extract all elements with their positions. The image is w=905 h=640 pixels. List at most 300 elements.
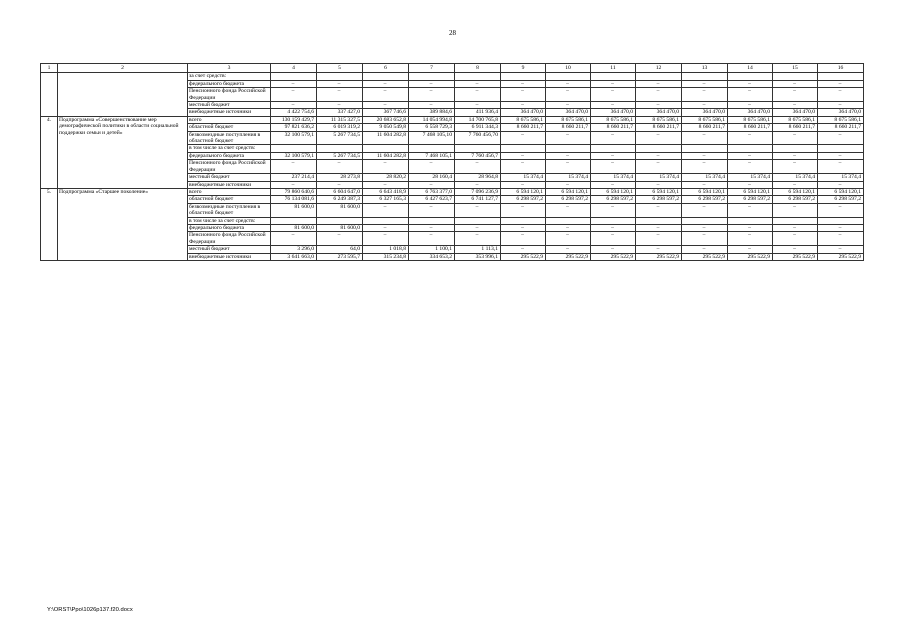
amount-cell: – xyxy=(773,160,818,174)
amount-cell: – xyxy=(317,160,363,174)
amount-cell: 1 113,1 xyxy=(455,246,501,253)
amount-cell: 130 159 429,7 xyxy=(271,116,317,123)
amount-cell: – xyxy=(546,203,591,217)
amount-cell: 8 660 211,7 xyxy=(773,124,818,131)
amount-cell: – xyxy=(636,181,682,188)
amount-cell: – xyxy=(501,152,546,159)
amount-cell: 20 683 652,8 xyxy=(363,116,409,123)
amount-cell: 15 374,4 xyxy=(773,174,818,181)
amount-cell xyxy=(271,145,317,152)
amount-cell: 295 522,9 xyxy=(682,253,728,260)
amount-cell xyxy=(636,73,682,80)
amount-cell: – xyxy=(773,224,818,231)
amount-cell: 364 470,0 xyxy=(773,109,818,116)
amount-cell: 6 594 120,1 xyxy=(636,188,682,195)
amount-cell: 64,0 xyxy=(317,246,363,253)
amount-cell: 81 600,0 xyxy=(317,224,363,231)
amount-cell: – xyxy=(818,246,864,253)
amount-cell: 8 675 586,1 xyxy=(682,116,728,123)
funding-source-label: местный бюджет xyxy=(188,174,271,181)
amount-cell: – xyxy=(501,160,546,174)
amount-cell xyxy=(271,217,317,224)
funding-source-label: областной бюджет xyxy=(188,124,271,131)
amount-cell: – xyxy=(546,102,591,109)
amount-cell: – xyxy=(271,181,317,188)
amount-cell: – xyxy=(636,203,682,217)
table-row xyxy=(41,116,864,123)
amount-cell: 4 422 754,6 xyxy=(271,109,317,116)
amount-cell: – xyxy=(728,181,773,188)
amount-cell: 353 996,1 xyxy=(455,253,501,260)
amount-cell: 367 746,6 xyxy=(363,109,409,116)
amount-cell: 1 018,8 xyxy=(363,246,409,253)
amount-cell xyxy=(546,145,591,152)
funding-source-label: Пенсионного фонда Российской Федерации xyxy=(188,232,271,246)
funding-source-label: внебюджетные источники xyxy=(188,109,271,116)
amount-cell xyxy=(501,217,546,224)
amount-cell: 8 660 211,7 xyxy=(591,124,636,131)
amount-cell: – xyxy=(546,224,591,231)
subprogram-name: Подпрограмма «Старшее поколение» xyxy=(58,188,188,260)
amount-cell: 32 100 579,1 xyxy=(271,152,317,159)
amount-cell: 6 643 418,9 xyxy=(363,188,409,195)
amount-cell: 8 660 211,7 xyxy=(636,124,682,131)
amount-cell: 97 821 636,2 xyxy=(271,124,317,131)
funding-source-label: Пенсионного фонда Российской Федерации xyxy=(188,160,271,174)
amount-cell xyxy=(317,73,363,80)
amount-cell xyxy=(409,73,455,80)
column-header: 9 xyxy=(501,64,546,73)
table-row xyxy=(41,188,864,195)
amount-cell: 14 054 994,8 xyxy=(409,116,455,123)
amount-cell: 6 594 120,1 xyxy=(546,188,591,195)
amount-cell: – xyxy=(363,88,409,102)
amount-cell: 28 160,4 xyxy=(409,174,455,181)
amount-cell: 8 675 586,1 xyxy=(818,116,864,123)
amount-cell: 32 100 579,1 xyxy=(271,131,317,145)
amount-cell: – xyxy=(501,88,546,102)
amount-cell: – xyxy=(501,246,546,253)
amount-cell: 8 660 211,7 xyxy=(728,124,773,131)
amount-cell: – xyxy=(591,203,636,217)
amount-cell: 28 964,8 xyxy=(455,174,501,181)
funding-source-label: всего xyxy=(188,188,271,195)
funding-source-label: безвозмездные поступления в областной бюджет xyxy=(188,131,271,145)
amount-cell xyxy=(682,73,728,80)
subprogram-name: Подпрограмма «Совершенствование мер демографической политики в области социальной поддержки семьи и детей» xyxy=(58,116,188,188)
amount-cell: 28 820,2 xyxy=(363,174,409,181)
funding-source-label: Пенсионного фонда Российской Федерации xyxy=(188,88,271,102)
amount-cell: 364 470,0 xyxy=(501,109,546,116)
amount-cell: 6 427 623,7 xyxy=(409,196,455,203)
amount-cell: 6 298 597,2 xyxy=(501,196,546,203)
amount-cell: – xyxy=(636,102,682,109)
amount-cell: – xyxy=(546,232,591,246)
amount-cell: 364 470,0 xyxy=(636,109,682,116)
amount-cell: 15 374,4 xyxy=(501,174,546,181)
amount-cell: 295 522,9 xyxy=(773,253,818,260)
amount-cell: – xyxy=(501,181,546,188)
amount-cell: – xyxy=(455,88,501,102)
amount-cell: 6 298 597,2 xyxy=(818,196,864,203)
amount-cell xyxy=(546,217,591,224)
amount-cell: – xyxy=(455,181,501,188)
amount-cell: 364 470,0 xyxy=(591,109,636,116)
amount-cell: – xyxy=(682,80,728,87)
amount-cell: 6 594 120,1 xyxy=(728,188,773,195)
amount-cell: – xyxy=(773,203,818,217)
amount-cell: – xyxy=(455,160,501,174)
amount-cell: – xyxy=(455,224,501,231)
page-number: 28 xyxy=(449,29,456,37)
amount-cell: 295 522,9 xyxy=(728,253,773,260)
amount-cell xyxy=(773,73,818,80)
amount-cell: 295 522,9 xyxy=(818,253,864,260)
column-header: 4 xyxy=(271,64,317,73)
amount-cell: 28 273,8 xyxy=(317,174,363,181)
column-header: 2 xyxy=(58,64,188,73)
amount-cell: – xyxy=(773,232,818,246)
amount-cell: – xyxy=(363,203,409,217)
budget-table-wrapper xyxy=(40,63,863,261)
amount-cell: – xyxy=(682,203,728,217)
amount-cell: – xyxy=(728,131,773,145)
amount-cell: 7 760 456,7 xyxy=(455,152,501,159)
funding-source-label: федерального бюджета xyxy=(188,224,271,231)
amount-cell: – xyxy=(682,181,728,188)
amount-cell: 6 594 120,1 xyxy=(501,188,546,195)
amount-cell: 295 522,9 xyxy=(636,253,682,260)
amount-cell: 11 315 327,5 xyxy=(317,116,363,123)
amount-cell: 7 760 456,70 xyxy=(455,131,501,145)
amount-cell: – xyxy=(773,181,818,188)
funding-source-label: в том числе за счет средств: xyxy=(188,145,271,152)
amount-cell: – xyxy=(271,88,317,102)
amount-cell: 8 675 586,1 xyxy=(546,116,591,123)
amount-cell: 6 594 120,1 xyxy=(818,188,864,195)
column-header: 16 xyxy=(818,64,864,73)
column-header: 12 xyxy=(636,64,682,73)
amount-cell: – xyxy=(455,232,501,246)
amount-cell: 295 522,9 xyxy=(546,253,591,260)
funding-source-label: областной бюджет xyxy=(188,196,271,203)
amount-cell: 273 595,7 xyxy=(317,253,363,260)
amount-cell: – xyxy=(501,224,546,231)
amount-cell: – xyxy=(271,232,317,246)
amount-cell: – xyxy=(636,246,682,253)
amount-cell xyxy=(409,145,455,152)
amount-cell: – xyxy=(818,203,864,217)
amount-cell: – xyxy=(818,232,864,246)
amount-cell: – xyxy=(773,152,818,159)
amount-cell: – xyxy=(409,160,455,174)
column-header: 7 xyxy=(409,64,455,73)
amount-cell xyxy=(455,145,501,152)
amount-cell: – xyxy=(818,102,864,109)
funding-source-label: внебюджетные источники xyxy=(188,181,271,188)
funding-source-label: внебюджетные источники xyxy=(188,253,271,260)
amount-cell xyxy=(728,73,773,80)
amount-cell xyxy=(773,217,818,224)
amount-cell: – xyxy=(636,88,682,102)
amount-cell: – xyxy=(682,160,728,174)
amount-cell xyxy=(728,217,773,224)
amount-cell xyxy=(636,217,682,224)
amount-cell: – xyxy=(409,88,455,102)
amount-cell: – xyxy=(546,246,591,253)
amount-cell: 237 214,4 xyxy=(271,174,317,181)
amount-cell: 3 641 663,0 xyxy=(271,253,317,260)
amount-cell: – xyxy=(818,181,864,188)
amount-cell: 1 100,1 xyxy=(409,246,455,253)
amount-cell: 6 604 647,0 xyxy=(317,188,363,195)
funding-source-label: за счет средств: xyxy=(188,73,271,80)
amount-cell: 15 374,4 xyxy=(636,174,682,181)
amount-cell: – xyxy=(682,232,728,246)
column-header: 11 xyxy=(591,64,636,73)
funding-source-label: всего xyxy=(188,116,271,123)
amount-cell: – xyxy=(818,88,864,102)
amount-cell: – xyxy=(501,131,546,145)
column-header: 14 xyxy=(728,64,773,73)
amount-cell: 364 470,0 xyxy=(818,109,864,116)
amount-cell: – xyxy=(728,102,773,109)
amount-cell: – xyxy=(591,102,636,109)
amount-cell: 295 522,9 xyxy=(501,253,546,260)
amount-cell: 8 675 586,1 xyxy=(728,116,773,123)
amount-cell: – xyxy=(271,80,317,87)
amount-cell: – xyxy=(317,181,363,188)
amount-cell: – xyxy=(728,224,773,231)
budget-table xyxy=(40,63,864,261)
funding-source-label: местный бюджет xyxy=(188,246,271,253)
amount-cell: 337 427,0 xyxy=(317,109,363,116)
amount-cell: 8 660 211,7 xyxy=(682,124,728,131)
amount-cell: 81 600,0 xyxy=(271,203,317,217)
amount-cell xyxy=(682,145,728,152)
amount-cell xyxy=(636,145,682,152)
amount-cell: 8 660 211,7 xyxy=(546,124,591,131)
amount-cell: 6 594 120,1 xyxy=(773,188,818,195)
column-header: 6 xyxy=(363,64,409,73)
amount-cell xyxy=(591,217,636,224)
amount-cell: 8 675 586,1 xyxy=(591,116,636,123)
amount-cell: 8 675 586,1 xyxy=(773,116,818,123)
amount-cell: – xyxy=(501,203,546,217)
amount-cell: 364 470,0 xyxy=(728,109,773,116)
amount-cell: 6 327 165,3 xyxy=(363,196,409,203)
amount-cell: 6 019 319,2 xyxy=(317,124,363,131)
amount-cell: 14 700 765,8 xyxy=(455,116,501,123)
amount-cell xyxy=(363,73,409,80)
amount-cell: – xyxy=(773,80,818,87)
amount-cell: – xyxy=(317,232,363,246)
amount-cell: – xyxy=(501,232,546,246)
table-header-row xyxy=(41,64,864,73)
amount-cell: – xyxy=(591,152,636,159)
amount-cell: – xyxy=(773,246,818,253)
amount-cell: – xyxy=(363,181,409,188)
amount-cell: 8 675 586,1 xyxy=(501,116,546,123)
amount-cell: – xyxy=(409,80,455,87)
amount-cell: – xyxy=(818,131,864,145)
amount-cell xyxy=(317,145,363,152)
amount-cell: – xyxy=(818,160,864,174)
amount-cell: 15 374,4 xyxy=(682,174,728,181)
amount-cell: – xyxy=(409,232,455,246)
amount-cell: – xyxy=(455,102,501,109)
row-number xyxy=(41,73,58,116)
column-header: 15 xyxy=(773,64,818,73)
amount-cell: 5 267 734,5 xyxy=(317,152,363,159)
amount-cell xyxy=(818,73,864,80)
amount-cell: – xyxy=(546,160,591,174)
amount-cell: 6 298 597,2 xyxy=(682,196,728,203)
amount-cell: – xyxy=(591,160,636,174)
amount-cell: 6 741 127,7 xyxy=(455,196,501,203)
amount-cell: – xyxy=(317,102,363,109)
column-header: 13 xyxy=(682,64,728,73)
amount-cell: 6 249 387,3 xyxy=(317,196,363,203)
amount-cell: – xyxy=(455,203,501,217)
amount-cell: – xyxy=(409,203,455,217)
amount-cell xyxy=(363,145,409,152)
amount-cell: – xyxy=(818,224,864,231)
amount-cell: – xyxy=(682,246,728,253)
amount-cell: 6 594 120,1 xyxy=(682,188,728,195)
funding-source-label: в том числе за счет средств: xyxy=(188,217,271,224)
amount-cell: – xyxy=(271,102,317,109)
amount-cell: – xyxy=(409,181,455,188)
amount-cell xyxy=(271,73,317,80)
amount-cell: – xyxy=(636,152,682,159)
amount-cell: 3 296,0 xyxy=(271,246,317,253)
amount-cell: – xyxy=(636,160,682,174)
amount-cell: 15 374,4 xyxy=(546,174,591,181)
amount-cell: 7 468 105,10 xyxy=(409,131,455,145)
amount-cell: – xyxy=(591,131,636,145)
amount-cell: 6 911 344,3 xyxy=(455,124,501,131)
amount-cell: – xyxy=(546,80,591,87)
amount-cell: – xyxy=(591,80,636,87)
amount-cell: – xyxy=(409,102,455,109)
amount-cell: 334 653,2 xyxy=(409,253,455,260)
amount-cell: – xyxy=(773,88,818,102)
amount-cell: – xyxy=(682,131,728,145)
amount-cell xyxy=(363,217,409,224)
amount-cell: – xyxy=(818,80,864,87)
amount-cell: – xyxy=(501,80,546,87)
amount-cell: 11 604 282,8 xyxy=(363,131,409,145)
amount-cell: – xyxy=(591,181,636,188)
subprogram-name xyxy=(58,73,188,116)
amount-cell xyxy=(728,145,773,152)
amount-cell: 364 470,0 xyxy=(546,109,591,116)
amount-cell: 6 298 597,2 xyxy=(728,196,773,203)
amount-cell: – xyxy=(271,160,317,174)
amount-cell: 9 050 549,8 xyxy=(363,124,409,131)
amount-cell: 6 763 377,0 xyxy=(409,188,455,195)
amount-cell: 364 470,0 xyxy=(682,109,728,116)
amount-cell: 15 374,4 xyxy=(591,174,636,181)
table-row xyxy=(41,73,864,80)
amount-cell: – xyxy=(317,88,363,102)
amount-cell: – xyxy=(636,232,682,246)
amount-cell: 6 558 729,3 xyxy=(409,124,455,131)
amount-cell: 6 298 597,2 xyxy=(546,196,591,203)
file-path-footer: Y:\ORST\Ppo\1026p137.f20.docx xyxy=(47,607,133,613)
amount-cell: – xyxy=(728,203,773,217)
amount-cell: 8 660 211,7 xyxy=(818,124,864,131)
funding-source-label: федерального бюджета xyxy=(188,80,271,87)
column-header: 3 xyxy=(188,64,271,73)
amount-cell: 15 374,4 xyxy=(818,174,864,181)
amount-cell: – xyxy=(773,102,818,109)
amount-cell: – xyxy=(728,152,773,159)
row-number: 5. xyxy=(41,188,58,260)
amount-cell: – xyxy=(636,224,682,231)
amount-cell: – xyxy=(363,102,409,109)
amount-cell: – xyxy=(546,88,591,102)
amount-cell: 8 660 211,7 xyxy=(501,124,546,131)
amount-cell: 7 468 105,1 xyxy=(409,152,455,159)
amount-cell xyxy=(501,145,546,152)
amount-cell: 6 298 597,2 xyxy=(636,196,682,203)
amount-cell xyxy=(818,217,864,224)
column-header: 5 xyxy=(317,64,363,73)
amount-cell: 81 600,0 xyxy=(317,203,363,217)
amount-cell: – xyxy=(682,88,728,102)
amount-cell: – xyxy=(728,80,773,87)
amount-cell: – xyxy=(546,181,591,188)
amount-cell: – xyxy=(363,224,409,231)
amount-cell: 6 594 120,1 xyxy=(591,188,636,195)
amount-cell: – xyxy=(682,102,728,109)
amount-cell: – xyxy=(728,88,773,102)
amount-cell: 81 600,0 xyxy=(271,224,317,231)
amount-cell xyxy=(773,145,818,152)
amount-cell: – xyxy=(501,102,546,109)
amount-cell: – xyxy=(682,224,728,231)
amount-cell: – xyxy=(636,131,682,145)
amount-cell: – xyxy=(728,246,773,253)
amount-cell: – xyxy=(409,224,455,231)
amount-cell: – xyxy=(728,160,773,174)
amount-cell: – xyxy=(455,80,501,87)
amount-cell: 5 267 734,5 xyxy=(317,131,363,145)
amount-cell xyxy=(682,217,728,224)
amount-cell: – xyxy=(546,131,591,145)
amount-cell xyxy=(455,73,501,80)
amount-cell: 11 604 282,8 xyxy=(363,152,409,159)
funding-source-label: местный бюджет xyxy=(188,102,271,109)
amount-cell: 79 860 640,6 xyxy=(271,188,317,195)
amount-cell: 295 522,9 xyxy=(591,253,636,260)
amount-cell: – xyxy=(363,160,409,174)
amount-cell xyxy=(546,73,591,80)
amount-cell: – xyxy=(591,232,636,246)
column-header: 10 xyxy=(546,64,591,73)
amount-cell: – xyxy=(591,246,636,253)
amount-cell xyxy=(591,73,636,80)
funding-source-label: федерального бюджета xyxy=(188,152,271,159)
amount-cell: – xyxy=(818,152,864,159)
amount-cell: 7 096 236,9 xyxy=(455,188,501,195)
amount-cell: – xyxy=(682,152,728,159)
amount-cell xyxy=(591,145,636,152)
amount-cell: 315 234,8 xyxy=(363,253,409,260)
amount-cell: – xyxy=(591,224,636,231)
